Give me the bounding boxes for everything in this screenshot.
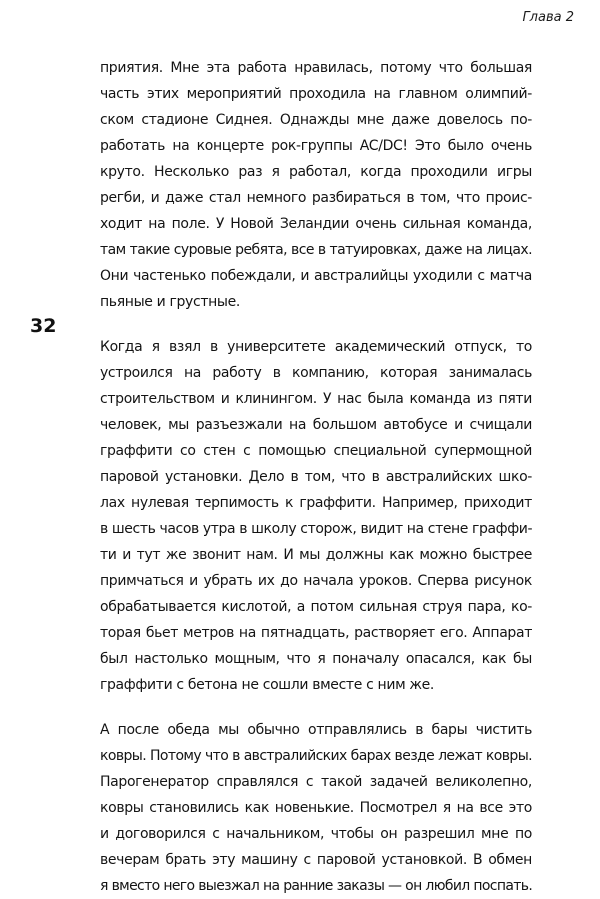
text-line: был настолько мощным, что я поначалу опасался, как бы: [100, 651, 532, 667]
text-line: там такие суровые ребята, все в татуировках, даже на лицах.: [100, 242, 532, 258]
text-line: человек, мы разъезжали на большом автобусе и счищали: [100, 417, 532, 433]
text-line: Когда я взял в университете академический отпуск, то: [100, 339, 532, 355]
text-line: торая бьет метров на пятнадцать, растворяет его. Аппарат: [100, 625, 532, 641]
running-header-chapter: Глава 2: [522, 10, 574, 25]
text-line: ковры. Потому что в австралийских барах везде лежат ковры.: [100, 748, 532, 764]
text-line: Они частенько побеждали, и австралийцы уходили с матча: [100, 268, 532, 284]
text-line: строительством и клинингом. У нас была команда из пяти: [100, 391, 532, 407]
text-line: пьяные и грустные.: [100, 294, 240, 310]
text-line: лах нулевая терпимость к граффити. Например, приходит: [100, 495, 532, 511]
text-line: граффити с бетона не сошли вместе с ним же.: [100, 677, 435, 693]
text-line: работать на концерте рок-группы AC/DC! Это было очень: [100, 138, 532, 154]
text-line: Парогенератор справлялся с такой задачей великолепно,: [100, 774, 532, 790]
text-line: примчаться и убрать их до начала уроков. Сперва рисунок: [100, 573, 532, 589]
text-line: устроился на работу в компанию, которая занималась: [100, 365, 532, 381]
paragraph-3: [100, 717, 532, 899]
text-line: часть этих мероприятий проходила на главном олимпий-: [100, 86, 532, 102]
text-line: я вместо него выезжал на ранние заказы — он любил поспать.: [100, 878, 533, 894]
text-line: круто. Несколько раз я работал, когда проходили игры: [100, 164, 532, 180]
paragraph-2: [100, 334, 532, 698]
text-line: граффити со стен с помощью специальной супермощной: [100, 443, 532, 459]
text-line: паровой установки. Дело в том, что в австралийских шко-: [100, 469, 532, 485]
text-line: А после обеда мы обычно отправлялись в бары чистить: [100, 722, 532, 738]
text-line: и договорился с начальником, чтобы он разрешил мне по: [100, 826, 532, 842]
text-line: приятия. Мне эта работа нравилась, потому что большая: [100, 60, 532, 76]
page-number: 32: [30, 315, 57, 337]
text-line: обрабатывается кислотой, а потом сильная струя пара, ко-: [100, 599, 532, 615]
paragraph-1: [100, 55, 532, 315]
text-line: регби, и даже стал немного разбираться в том, что проис-: [100, 190, 532, 206]
text-line: ском стадионе Сиднея. Однажды мне даже довелось по-: [100, 112, 532, 128]
text-line: ти и тут же звонит нам. И мы должны как можно быстрее: [100, 547, 532, 563]
text-line: в шесть часов утра в школу сторож, видит на стене граффи-: [100, 521, 533, 537]
text-line: вечерам брать эту машину с паровой установкой. В обмен: [100, 852, 532, 868]
text-line: ходит на поле. У Новой Зеландии очень сильная команда,: [100, 216, 532, 232]
body-text: [100, 55, 532, 899]
text-line: ковры становились как новенькие. Посмотрел я на все это: [100, 800, 532, 816]
